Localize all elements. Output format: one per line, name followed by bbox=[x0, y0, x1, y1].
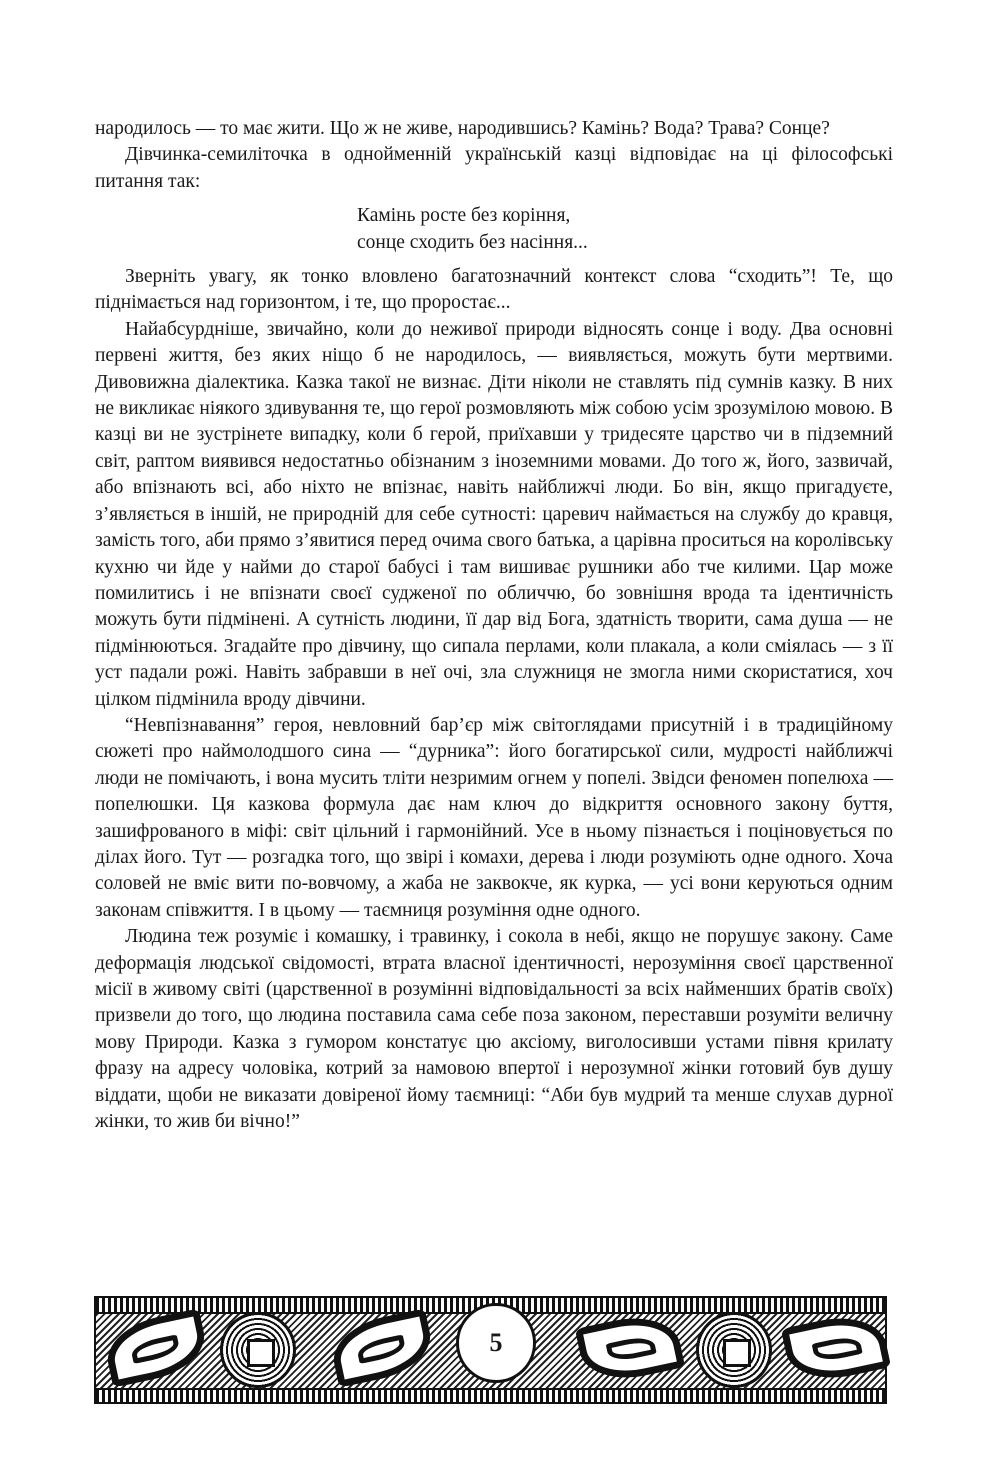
page-number: 5 bbox=[456, 1303, 536, 1383]
paragraph: народилось — то має жити. Що ж не живе, народившись? Камінь? Вода? Трава? Сонце? bbox=[95, 118, 830, 139]
leaf-ornament-icon bbox=[106, 1318, 206, 1388]
body-text bbox=[95, 116, 893, 1135]
verse-line: сонце сходить без насіння... bbox=[357, 231, 588, 253]
paragraph: Людина теж розуміє і комашку, і травинку, і сокола в небі, якщо не порушує закону. Саме деформація людської свідомості, втрата власної ідентичності, нерозуміння своєї царственної місії в живому світі (царственної в розумінні відповідальності за всіх найменших братів своїх) призвели до того, що людина поставила сама себе поза законом, переставши розуміти величну мову Природи. Казка з гумором констатує цю аксіому, виголосивши устами півня крилату фразу на адресу чоловіка, котрий за намовою впертої і нерозумної жінки готовий був душу віддати, щоби не виказати довіреної йому таємниці: “Аби був мудрий та менше слухав дурної жінки, то жив би вічно!” bbox=[95, 926, 893, 1133]
paragraph: Зверніть увагу, як тонко вловлено багатозначний контекст слова “сходить”! Те, що піднімається над горизонтом, і те, що проростає... bbox=[95, 266, 893, 314]
verse-quote bbox=[357, 203, 893, 256]
paragraph: Найабсурдніше, звичайно, коли до неживої природи відносять сонце і воду. Два основні первені життя, без яких ніщо б не народилось, — виявляється, можуть бути мертвими. Дивовижна діалектика. Казка такої не визнає. Діти ніколи не ставлять під сумнів казку. В них не викликає ніякого здивування те, що герої розмовляють між собою усім зрозумілою мовою. В казці ви не зустрінете випадку, коли б герой, приїхавши у тридесяте царство чи в підземний світ, раптом виявився недостатньо обізнаним з іноземними мовами. До того ж, його, зазвичай, або впізнають всі, або ніхто не впізнає, навіть найближчі люди. Бо він, якщо пригадуєте, з’являється в іншій, не природній для себе сутності: царевич наймається на службу до кравця, замість того, аби прямо з’явитися перед очима свого батька, а царівна проситься на королівську кухню чи йде у найми до старої бабусі і там вишиває рушники або тче килими. Цар може помилитись і не впізнати своєї судженої по обличчю, бо зовнішня врода та ідентичність можуть бути підмінені. А сутність людини, її дар від Бога, здатність творити, сама душа — не підмінюються. Згадайте про дівчину, що сипала перлами, коли плакала, а коли сміялась — з її уст падали рожі. Навіть забравши в неї очі, зла служниця не змогла ними скористатися, хоч цілком підмінила вроду дівчини. bbox=[95, 318, 893, 710]
leaf-ornament-icon bbox=[786, 1318, 886, 1388]
disc-ornament-icon bbox=[220, 1312, 296, 1382]
verse-line: Камінь росте без коріння, bbox=[357, 205, 571, 227]
leaf-ornament-icon bbox=[580, 1318, 680, 1388]
paragraph: Дівчинка-семиліточка в однойменній українській казці відповідає на ці філософські питання так: bbox=[95, 144, 893, 192]
paragraph: “Невпізнавання” героя, невловний бар’єр між світоглядами присутній і в традиційному сюжеті про наймолодшого сина — “дурника”: його богатирської сили, мудрості найближчі люди не помічають, і вона мусить тліти незримим огнем у попелі. Звідси феномен попелюха — попелюшки. Ця казкова формула дає нам ключ до відкриття основного закону буття, зашифрованого в міфі: світ цільний і гармонійний. Усе в ньому пізнається і поціновується по ділах його. Тут — розгадка того, що звірі і комахи, дерева і люди розуміють одне одного. Хоча соловей не вміє вити по-вовчому, а жаба не заквокче, як курка, — усі вони керуються одним законам співжиття. І в цьому — таємниця розуміння одне одного. bbox=[95, 714, 893, 921]
leaf-ornament-icon bbox=[332, 1318, 432, 1388]
disc-ornament-icon bbox=[696, 1312, 772, 1382]
ornament-bottom-border bbox=[96, 1388, 885, 1402]
